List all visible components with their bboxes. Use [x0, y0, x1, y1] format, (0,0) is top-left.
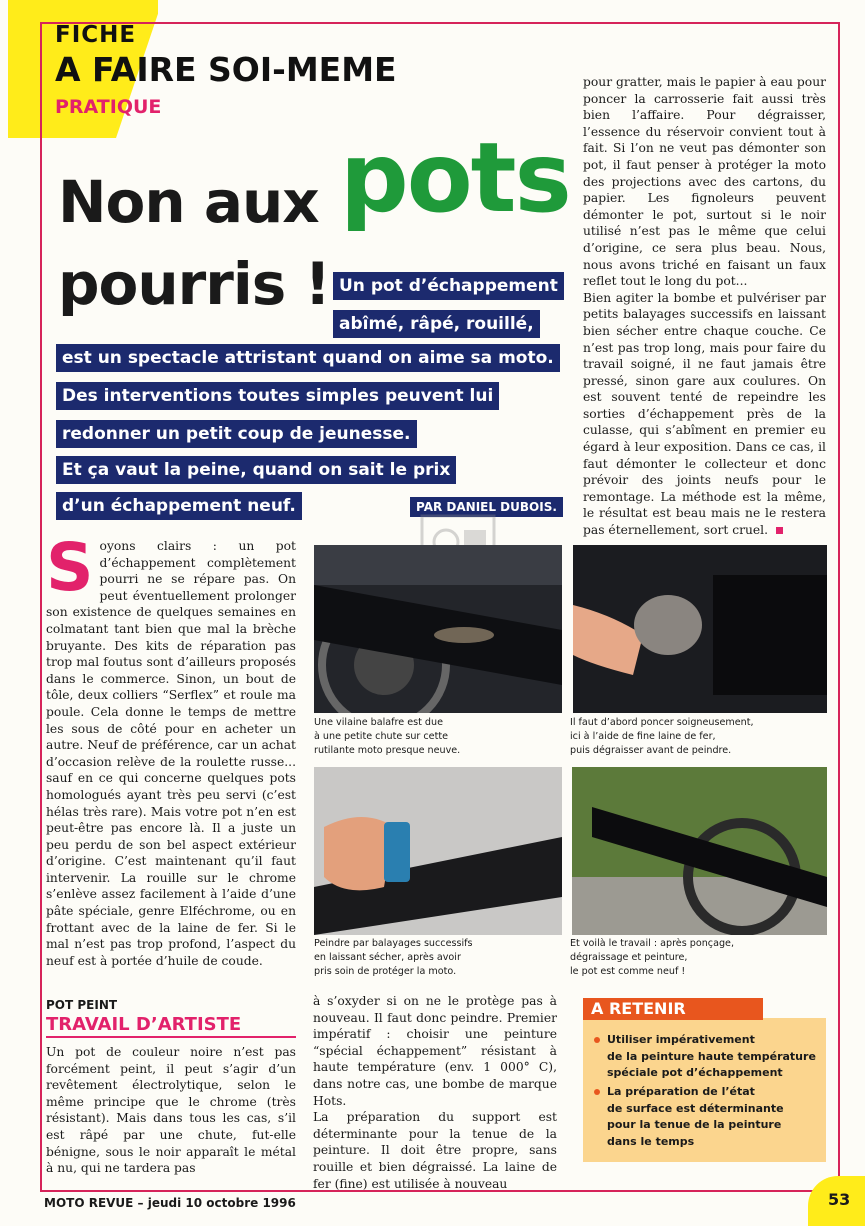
caption-line: puis dégraisser avant de peindre.	[570, 745, 732, 756]
caption-line: pris soin de protéger la moto.	[314, 966, 457, 977]
page-number: 53	[828, 1190, 851, 1209]
caption-1	[314, 716, 460, 758]
intro-line-1: Un pot d’échappement	[333, 272, 564, 300]
retenir-line: de surface est déterminante	[607, 1101, 784, 1115]
section-pretitle: POT PEINT	[46, 998, 118, 1012]
retenir-line: Utiliser impérativement	[607, 1033, 755, 1046]
caption-line: rutilante moto presque neuve.	[314, 745, 461, 756]
paragraph: pour gratter, mais le papier à eau pour poncer la carrosserie fait aussi très bien l’affaire. Pour dégraisser, l’essence du réservoir convient tout à fait. Si l’on ne veut pas démonter son pot, il faut penser à protéger la moto des projections avec des cartons, du papier. Les fignoleurs peuvent démonter le pot, surtout si le noir utilisé n’est pas le même que celui d’origine, ce sera plus beau. Nous, nous avons triché en faisant un faux reflet tout le long du pot...	[583, 75, 826, 289]
paragraph-2-text: Bien agiter la bombe et pulvériser par petits balayages successifs en laissant bien sécher entre chaque couche. Ce n’est pas trop long, mais pour faire du travail soigné, il ne faut jamais être pressé, sinon gare aux coulures. On est souvent tenté de repeindre les sorties d’échappement près de la culasse, qui s’abîment en premier eu égard à leur exposition. Dans ce cas, il faut démonter le collecteur et donc prévoir des joints neufs pour le remontage. La méthode est la même, le résultat est beau mais ne le restera pas éternellement, sort cruel.	[583, 290, 826, 538]
byline: PAR DANIEL DUBOIS.	[410, 497, 563, 517]
header-fiche: FICHE	[55, 22, 137, 48]
intro-line-5: redonner un petit coup de jeunesse.	[56, 420, 417, 448]
bullet-icon	[594, 1037, 600, 1043]
intro-line-6: Et ça vaut la peine, quand on sait le prix	[56, 456, 456, 484]
section-rule	[46, 1036, 296, 1038]
paragraph-2	[583, 290, 826, 539]
dropcap: S	[46, 529, 94, 606]
caption-line: le pot est comme neuf !	[570, 966, 686, 977]
intro-line-4: Des interventions toutes simples peuvent lui	[56, 382, 499, 410]
end-mark-icon	[776, 527, 783, 534]
paragraph: à s’oxyder si on ne le protège pas à nouveau. Il faut donc peindre. Premier impératif : choisir une peinture “spécial échappement” résistant à haute température (env. 1 000° C), dans notre cas, une bombe de marque Hots.	[313, 994, 557, 1108]
caption-2	[570, 716, 754, 758]
retenir-line: de la peinture haute température	[607, 1049, 816, 1063]
title-part1: Non aux	[58, 168, 319, 236]
column-right-top	[583, 74, 826, 539]
section-title: TRAVAIL D’ARTISTE	[46, 1014, 242, 1035]
bullet-icon	[594, 1089, 600, 1095]
paragraph-intro: oyons clairs : un pot d’échappement complètement pourri ne se répare pas. On peut éventuellement prolonger son existence de quelques semaines en colmatant tant bien que mal la brèche bruyante. Des kits de réparation pas trop mal foutus sont d’ailleurs proposés dans le commerce. Sinon, un bout de tôle, deux colliers “Serflex” et roule ma poule. Cela donne le temps de mettre les sous de côté pour en acheter un autre. Neuf de préférence, car un achat d’occasion relève de la roulette russe... sauf en ce qui concerne quelques pots homologués ayant très peu servi (c’est hélas très rare). Mais votre pot n’en est peut-être pas encore là. Il a juste un peu perdu de son bel aspect extérieur d’origine. C’est maintenant qu’il faut intervenir. La rouille sur le chrome s’enlève assez facilement à l’aide d’une pâte spéciale, genre Elféchrome, ou en frottant avec de la laine de fer. Si le mal n’est pas trop profond, l’aspect du neuf est à portée d’huile de coude.	[46, 539, 296, 968]
title-part2: pourris !	[58, 250, 330, 318]
caption-line: dégraissage et peinture,	[570, 952, 688, 963]
retenir-item-1	[594, 1032, 816, 1082]
retenir-line: spéciale pot d’échappement	[607, 1066, 783, 1079]
photo-damaged-exhaust	[314, 545, 562, 713]
photo-finished	[572, 767, 827, 935]
caption-3	[314, 937, 473, 979]
retenir-line: La préparation de l’état	[607, 1085, 755, 1098]
caption-line: Une vilaine balafre est due	[314, 717, 444, 728]
retenir-line: pour la tenue de la peinture	[607, 1118, 782, 1131]
retenir-line: dans le temps	[607, 1134, 695, 1148]
intro-line-7: d’un échappement neuf.	[56, 492, 302, 520]
caption-line: en laissant sécher, après avoir	[314, 952, 461, 963]
footer-magazine: MOTO REVUE – jeudi 10 octobre 1996	[44, 1196, 296, 1210]
paragraph-2: La préparation du support est déterminante pour la tenue de la peinture. Il doit être propre, sans rouille et bien dégraissé. La laine de fer (fine) est utilisée à nouveau	[313, 1110, 557, 1191]
caption-4	[570, 937, 734, 979]
column-left-bottom	[46, 1044, 296, 1177]
caption-line: Peindre par balayages successifs	[314, 938, 473, 949]
column-middle-bottom	[313, 993, 557, 1192]
caption-line: Et voilà le travail : après ponçage,	[570, 938, 734, 949]
title-pots: pots	[340, 122, 570, 234]
column-left	[46, 529, 296, 969]
retenir-title: A RETENIR	[583, 998, 763, 1020]
caption-line: Il faut d’abord poncer soigneusement,	[570, 717, 754, 728]
header-afaire: A FAIRE SOI-MEME	[55, 50, 397, 89]
paragraph-section: Un pot de couleur noire n’est pas forcément peint, il peut s’agir d’un revêtement électrolytique, selon le même principe que le chrome (très résistant). Mais dans tous les cas, s’il est râpé par une chute, fut-elle bénigne, sous le noir apparaît le métal à nu, qui ne tardera pas	[46, 1045, 296, 1176]
retenir-item-2	[594, 1084, 784, 1150]
photo-painting	[314, 767, 562, 935]
header-pratique: PRATIQUE	[55, 96, 162, 118]
intro-line-2: abîmé, râpé, rouillé,	[333, 310, 540, 338]
caption-line: ici à l’aide de fine laine de fer,	[570, 731, 716, 742]
intro-line-3: est un spectacle attristant quand on aime sa moto.	[56, 344, 560, 372]
caption-line: à une petite chute sur cette	[314, 731, 448, 742]
photo-sanding	[573, 545, 827, 713]
